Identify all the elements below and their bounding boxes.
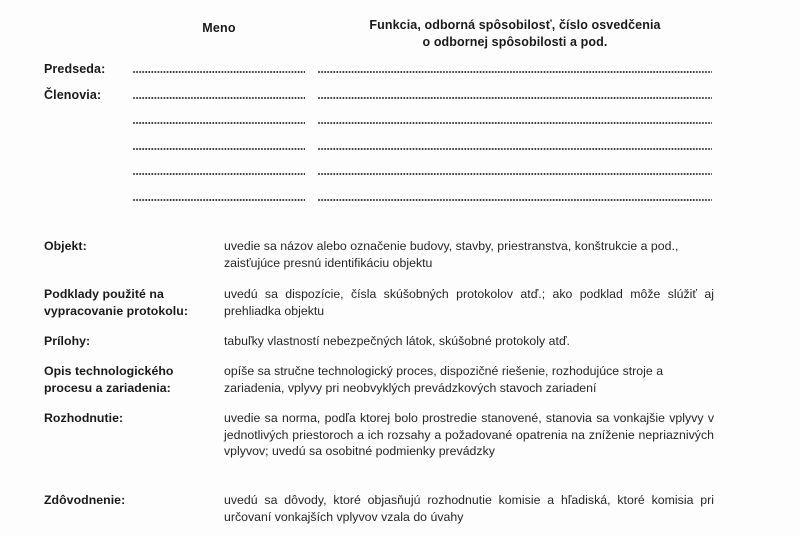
roster-function-field-6[interactable]	[318, 199, 712, 202]
roster-name-field-4[interactable]	[133, 148, 305, 151]
roster-label-clenovia: Členovia:	[44, 87, 102, 102]
definition-term-rozhodnutie: Rozhodnutie:	[44, 411, 124, 425]
roster-row	[0, 139, 800, 165]
definition-row-zdovodnenie	[0, 492, 800, 528]
column-header-name: Meno	[202, 21, 236, 35]
definition-description-podklady: uvedú sa dispozície, čísla skúšobných protokolov atď.; ako podklad môže slúžiť aj prehliadka objektu	[224, 287, 714, 318]
definition-row-rozhodnutie	[0, 410, 800, 480]
form-definition-list	[0, 238, 800, 528]
roster-name-field-6[interactable]	[133, 199, 305, 202]
roster-name-field-5[interactable]	[133, 173, 305, 176]
column-header-function-line1: Funkcia, odborná spôsobilosť, číslo osvedčenia	[369, 18, 661, 32]
definition-term-opis: Opis technologického procesu a zariadenia:	[44, 364, 174, 395]
definition-description-objekt: uvedie sa názov alebo označenie budovy, stavby, priestranstva, konštrukcie a pod., zaisťujúce presnú identifikáciu objektu	[224, 239, 679, 270]
roster-row	[0, 190, 800, 216]
definition-description-rozhodnutie: uvedie sa norma, podľa ktorej bolo prostredie stanovené, stanovia sa vonkajšie vplyvy v jednotlivých priestoroch a ich rozsahy a požadované opatrenia na zníženie nepriaznivých vplyvov; uvedú sa osobitné podmienky prevádzky	[224, 411, 714, 459]
column-header-function	[318, 17, 712, 50]
definition-term-zdovodnenie: Zdôvodnenie:	[44, 493, 126, 507]
definition-description-opis: opíše sa stručne technologický proces, dispozičné riešenie, rozhodujúce stroje a zariadenia, vplyvy pri neobvyklých prevádzkových stavoch zariadení	[224, 364, 664, 395]
definition-term-podklady: Podklady použité na vypracovanie protokolu:	[44, 287, 188, 318]
roster-row	[0, 164, 800, 190]
definition-description-prilohy: tabuľky vlastností nebezpečných látok, skúšobné protokoly atď.	[224, 334, 570, 348]
definition-term-prilohy: Prílohy:	[44, 334, 91, 348]
roster-function-field-1[interactable]	[318, 71, 712, 74]
roster-row	[0, 113, 800, 139]
roster-name-field-1[interactable]	[133, 71, 305, 74]
roster-label-predseda: Predseda:	[44, 62, 106, 76]
definition-description-zdovodnenie: uvedú sa dôvody, ktoré objasňujú rozhodnutie komisie a hľadiská, ktoré komisia pri určovaní vonkajších vplyvov vzala do úvahy	[224, 493, 714, 524]
definition-row-prilohy	[0, 333, 800, 351]
roster-function-field-2[interactable]	[318, 97, 712, 100]
roster-function-field-5[interactable]	[318, 173, 712, 176]
roster-function-field-3[interactable]	[318, 122, 712, 125]
definition-row-opis	[0, 363, 800, 399]
roster-name-field-2[interactable]	[133, 97, 305, 100]
roster-function-field-4[interactable]	[318, 148, 712, 151]
roster-row	[0, 62, 800, 88]
roster-name-field-3[interactable]	[133, 122, 305, 125]
definition-term-objekt: Objekt:	[44, 239, 87, 253]
committee-roster	[0, 62, 800, 215]
column-header-function-line2: o odbornej spôsobilosti a pod.	[422, 34, 608, 49]
definition-row-objekt	[0, 238, 800, 274]
table-column-headers	[0, 17, 800, 57]
definition-row-podklady	[0, 286, 800, 322]
roster-row	[0, 88, 800, 114]
